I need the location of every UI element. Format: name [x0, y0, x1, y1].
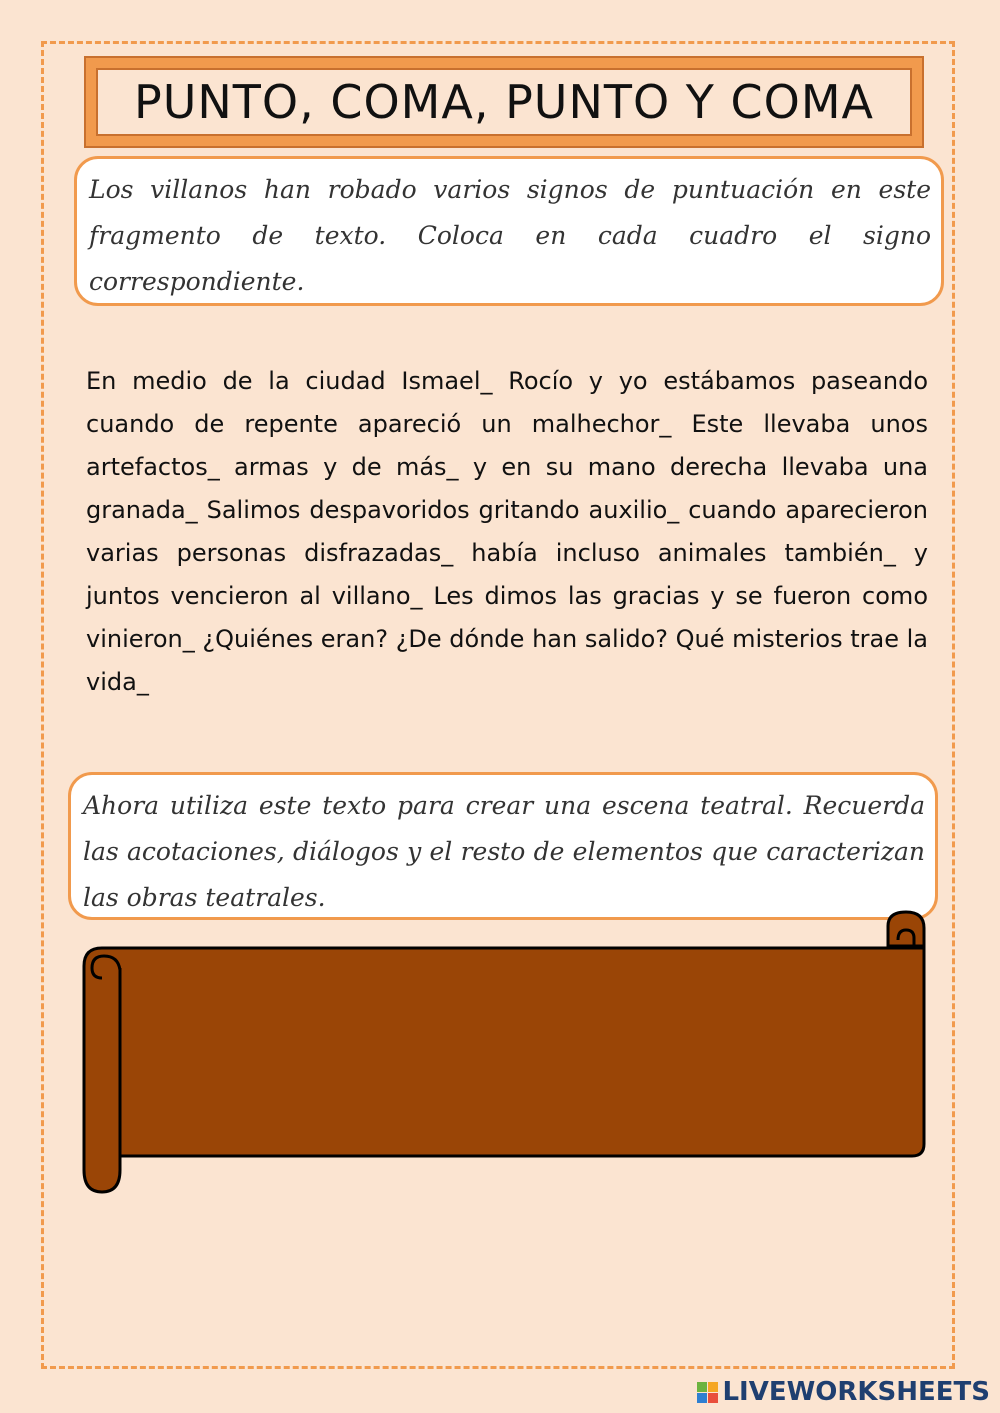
page-title: PUNTO, COMA, PUNTO Y COMA — [133, 75, 875, 129]
instruction-text-1: Los villanos han robado varios signos de puntuación en este fragmento de texto. Coloca en cada cuadro el signo correspondiente. — [89, 175, 931, 296]
footer-logo — [697, 1377, 990, 1407]
instruction-box-2 — [68, 772, 938, 920]
title-inner-frame — [96, 68, 912, 136]
logo-text: LIVEWORKSHEETS — [722, 1377, 990, 1407]
title-banner — [84, 56, 924, 148]
liveworksheets-logo-icon — [697, 1382, 718, 1403]
story-text: En medio de la ciudad Ismael_ Rocío y yo estábamos paseando cuando de repente apareció un malhechor_ Este llevaba unos artefactos_ armas y de más_ y en su mano derecha llevaba una granada_ Salimos despavoridos gritando auxilio_ cuando aparecieron varias personas disfrazadas_ había incluso animales también_ y juntos vencieron al villano_ Les dimos las gracias y se fueron como vinieron_ ¿Quiénes eran? ¿De dónde han salido? Qué misterios trae la vida_ — [86, 367, 928, 696]
instruction-box-1 — [74, 156, 944, 306]
instruction-text-2: Ahora utiliza este texto para crear una escena teatral. Recuerda las acotaciones, diálogos y el resto de elementos que caracterizan las obras teatrales. — [83, 791, 925, 912]
scroll-answer-area[interactable] — [80, 908, 930, 1198]
scroll-body — [84, 948, 924, 1192]
